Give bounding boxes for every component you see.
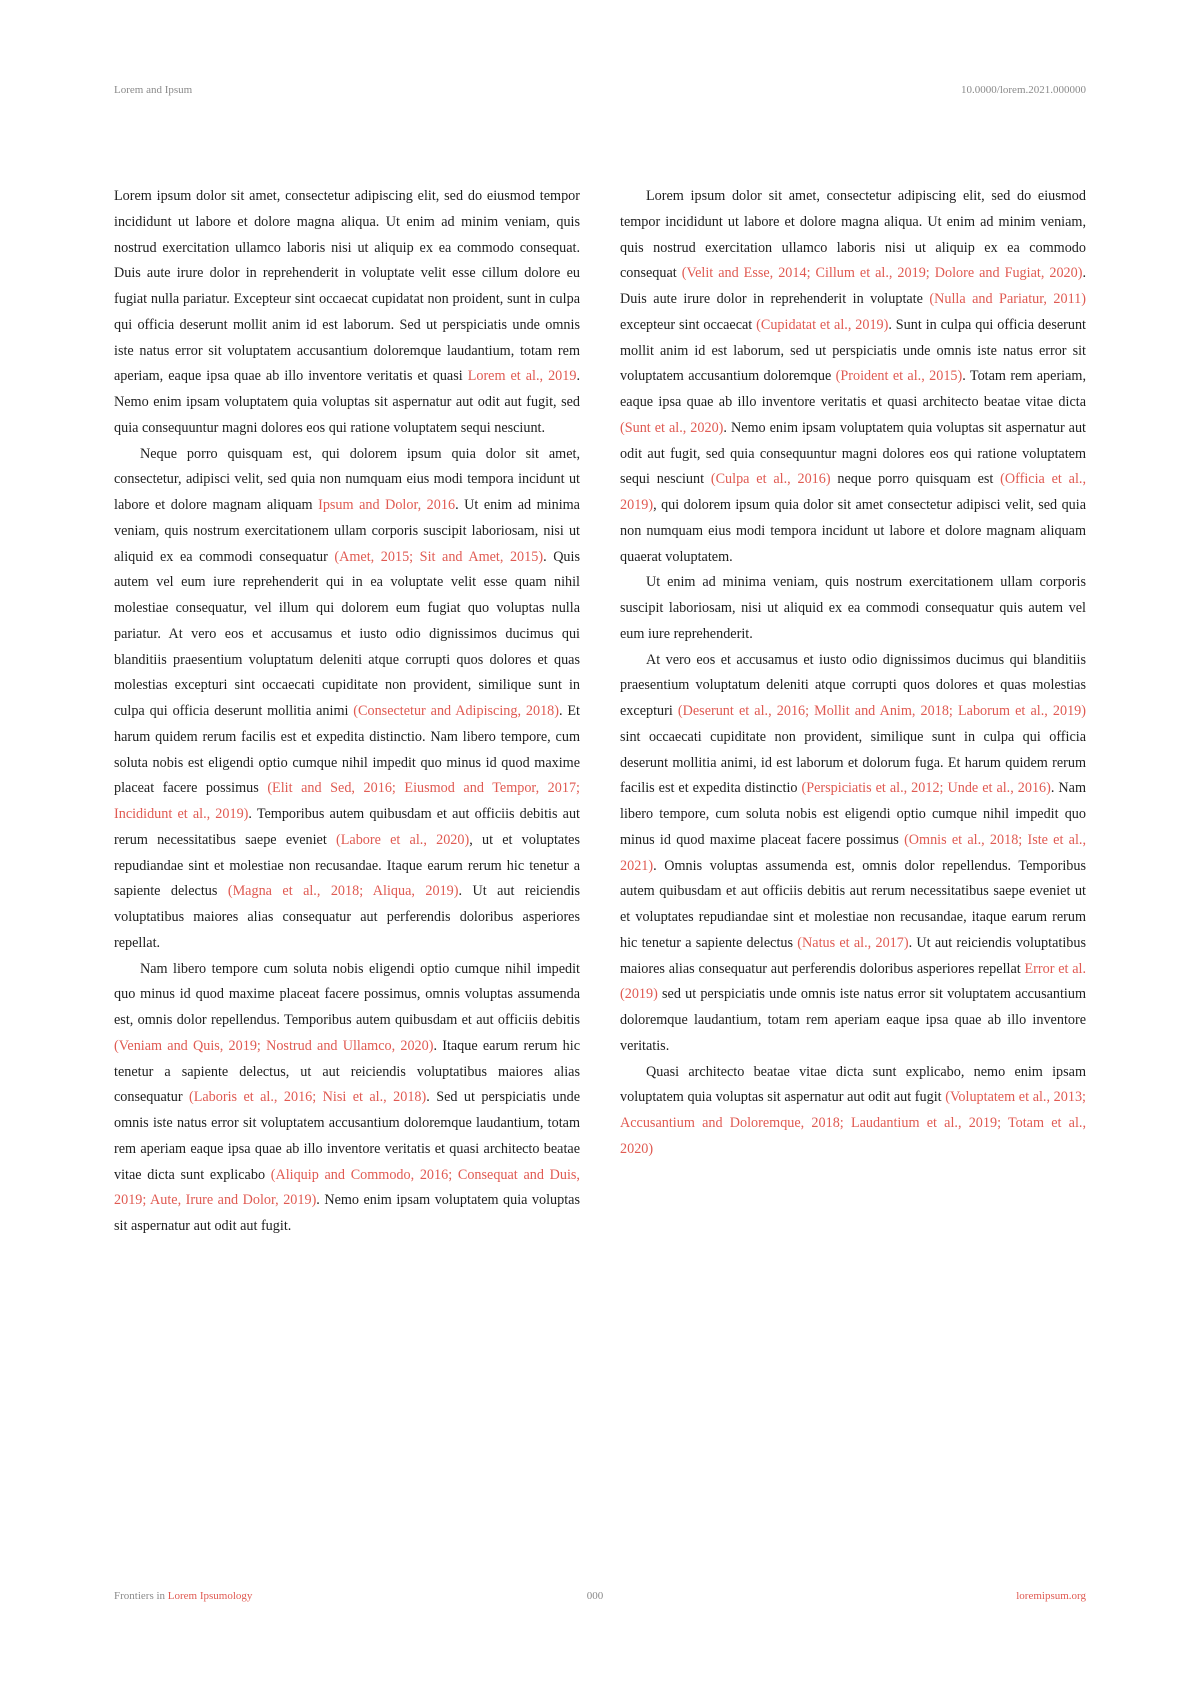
- footer-website-link[interactable]: loremipsum.org: [1016, 1590, 1086, 1602]
- body-text: . Sed ut perspiciatis unde omnis iste natus error sit voluptatem accusantium doloremque laudantium, totam rem aperiam eaque ipsa quae ab illo inventore veritatis et quasi architecto beatae vitae dicta sunt explicabo: [114, 1089, 580, 1183]
- body-text: Nam libero tempore cum soluta nobis eligendi optio cumque nihil impedit quo minus id quod maxime placeat facere possimus, omnis voluptas assumenda est, omnis dolor repellendus. Temporibus autem quibusdam et aut officiis debitis: [114, 960, 580, 1028]
- body-text: . Quis autem vel eum iure reprehenderit qui in ea voluptate velit esse quam nihil molestiae consequatur, vel illum qui dolorem eum fugiat quo voluptas nulla pariatur. At vero eos et accusamus et iusto odio dignissimos ducimus qui blanditiis praesentium voluptatum deleniti atque corrupti quos dolores et quas molestias excepturi sint occaecati cupiditate non provident, similique sunt in culpa qui officia deserunt mollitia animi: [114, 548, 580, 719]
- body-text: . Et harum quidem rerum facilis est et expedita distinctio. Nam libero tempore, cum soluta nobis est eligendi optio cumque nihil impedit quo minus id quod maxime placeat facere possimus: [114, 703, 581, 797]
- citation-link[interactable]: (Velit and Esse, 2014; Cillum et al., 2019; Dolore and Fugiat, 2020): [681, 265, 1083, 282]
- citation-link[interactable]: Error et al. (2019): [620, 960, 1086, 1003]
- citation-link[interactable]: (Nulla and Pariatur, 2011): [929, 291, 1086, 307]
- body-text: Quasi architecto beatae vitae dicta sunt explicabo, nemo enim ipsam voluptatem quia voluptas sit aspernatur aut odit aut fugit: [620, 1063, 1086, 1106]
- citation-link[interactable]: (Perspiciatis et al., 2012; Unde et al., 2016): [801, 780, 1051, 797]
- body-text: . Totam rem aperiam, eaque ipsa quae ab illo inventore veritatis et quasi architecto beatae vitae dicta: [620, 368, 1086, 410]
- citation-link[interactable]: (Omnis et al., 2018; Iste et al., 2021): [620, 831, 1086, 874]
- body-column-left: [114, 184, 580, 1240]
- citation-link[interactable]: (Veniam and Quis, 2019; Nostrud and Ullamco, 2020): [114, 1037, 434, 1054]
- body-text: . Nemo enim ipsam voluptatem quia voluptas sit aspernatur aut odit aut fugit, sed quia consequuntur magni dolores eos qui ratione voluptatem sequi nesciunt.: [114, 368, 580, 436]
- citation-link[interactable]: (Consectetur and Adipiscing, 2018): [353, 703, 559, 719]
- citation-link[interactable]: (Labore et al., 2020): [336, 831, 470, 848]
- citation-link[interactable]: (Amet, 2015; Sit and Amet, 2015): [334, 548, 544, 565]
- body-text: excepteur sint occaecat: [620, 316, 757, 333]
- body-text: Neque porro quisquam est, qui dolorem ipsum quia dolor sit amet, consectetur, adipisci velit, sed quia non numquam eius modi tempora incidunt ut labore et dolore magnam aliquam: [114, 445, 580, 513]
- citation-link[interactable]: (Voluptatem et al., 2013; Accusantium and Doloremque, 2018; Laudantium et al., 2019; Totam et al., 2020): [620, 1089, 1086, 1157]
- body-text: . Ut enim ad minima veniam, quis nostrum exercitationem ullam corporis suscipit laboriosam, nisi ut aliquid ex ea commodi consequatur: [114, 497, 580, 565]
- body-text: sed ut perspiciatis unde omnis iste natus error sit voluptatem accusantium doloremque laudantium, totam rem aperiam eaque ipsa quae ab illo inventore veritatis.: [620, 986, 1086, 1054]
- body-column-right: [620, 184, 1086, 1163]
- citation-link[interactable]: (Natus et al., 2017): [797, 934, 909, 951]
- running-header-doi: 10.0000/lorem.2021.000000: [961, 84, 1086, 96]
- citation-link[interactable]: (Culpa et al., 2016): [710, 471, 831, 488]
- body-text: . Itaque earum rerum hic tenetur a sapiente delectus, ut aut reiciendis voluptatibus maiores alias consequatur: [114, 1037, 580, 1106]
- body-text: . Nemo enim ipsam voluptatem quia voluptas sit aspernatur aut odit aut fugit.: [114, 1192, 580, 1234]
- body-text: Lorem ipsum dolor sit amet, consectetur adipiscing elit, sed do eiusmod tempor incididunt ut labore et dolore magna aliqua. Ut enim ad minim veniam, quis nostrud exercitation ullamco laboris nisi ut aliquip ex ea commodo consequat: [620, 188, 1086, 282]
- citation-link[interactable]: (Proident et al., 2015): [835, 368, 963, 385]
- footer-journal-name[interactable]: Lorem Ipsumology: [167, 1590, 253, 1602]
- body-text: Lorem ipsum dolor sit amet, consectetur adipiscing elit, sed do eiusmod tempor incididunt ut labore et dolore magna aliqua. Ut enim ad minim veniam, quis nostrud exercitation ullamco laboris nisi ut aliquip ex ea commodo consequat. Duis aute irure dolor in reprehenderit in voluptate velit esse cillum dolore eu fugiat nulla pariatur. Excepteur sint occaecat cupidatat non proident, sunt in culpa qui officia deserunt mollit anim id est laborum. Sed ut perspiciatis unde omnis iste natus error sit voluptatem accusantium doloremque laudantium, totam rem aperiam, eaque ipsa quae ab illo inventore veritatis et quasi: [114, 188, 580, 385]
- citation-link[interactable]: Ipsum and Dolor, 2016: [318, 497, 456, 513]
- body-text: . Ut aut reiciendis voluptatibus maiores alias consequatur aut perferendis doloribus asperiores repellat.: [114, 883, 581, 951]
- citation-link[interactable]: (Deserunt et al., 2016; Mollit and Anim, 2018; Laborum et al., 2019): [677, 703, 1086, 719]
- body-paragraph: [620, 648, 1086, 1060]
- body-paragraph: [114, 442, 580, 957]
- running-header-authors: Lorem and Ipsum: [114, 84, 193, 96]
- body-text: , qui dolorem ipsum quia dolor sit amet consectetur adipisci velit, sed quia non numquam eius modi tempora incidunt ut labore et dolore magnam aliquam quaerat voluptatem.: [620, 497, 1086, 565]
- citation-link[interactable]: (Cupidatat et al., 2019): [756, 316, 889, 333]
- citation-link[interactable]: (Sunt et al., 2020): [620, 419, 724, 436]
- citation-link[interactable]: Lorem et al., 2019: [467, 368, 577, 385]
- body-text: At vero eos et accusamus et iusto odio dignissimos ducimus qui blanditiis praesentium voluptatum deleniti atque corrupti quos dolores et quas molestias excepturi: [620, 651, 1086, 719]
- body-text: neque porro quisquam est: [830, 471, 1001, 488]
- footer-journal-prefix: Frontiers in: [114, 1590, 166, 1602]
- body-text: . Temporibus autem quibusdam et aut officiis debitis aut rerum necessitatibus saepe eveniet: [114, 806, 580, 848]
- body-text: . Duis aute irure dolor in reprehenderit in voluptate: [620, 265, 1087, 307]
- body-text: sint occaecati cupiditate non provident, similique sunt in culpa qui officia deserunt mollitia animi, id est laborum et dolorum fuga. Et harum quidem rerum facilis est et expedita distinctio: [620, 728, 1086, 797]
- citation-link[interactable]: (Officia et al., 2019): [620, 471, 1087, 513]
- citation-link[interactable]: (Elit and Sed, 2016; Eiusmod and Tempor, 2017; Incididunt et al., 2019): [114, 780, 580, 822]
- footer-page-number: 000: [586, 1590, 604, 1602]
- citation-link[interactable]: (Laboris et al., 2016; Nisi et al., 2018): [188, 1089, 427, 1106]
- body-text: Ut enim ad minima veniam, quis nostrum exercitationem ullam corporis suscipit laboriosam, nisi ut aliquid ex ea commodi consequatur quis autem vel eum iure reprehenderit.: [620, 574, 1086, 642]
- body-text: . Nam libero tempore, cum soluta nobis est eligendi optio cumque nihil impedit quo minus id quod maxime placeat facere possimus: [620, 780, 1086, 848]
- body-paragraph: [114, 957, 580, 1240]
- body-paragraph: [620, 184, 1086, 570]
- citation-link[interactable]: (Aliquip and Commodo, 2016; Consequat and Duis, 2019; Aute, Irure and Dolor, 2019): [114, 1166, 580, 1209]
- body-paragraph: [620, 1060, 1086, 1163]
- body-text: . Ut aut reiciendis voluptatibus maiores alias consequatur aut perferendis doloribus asperiores repellat: [620, 934, 1086, 977]
- body-text: . Sunt in culpa qui officia deserunt mollit anim id est laborum, sed ut perspiciatis unde omnis iste natus error sit voluptatem accusantium doloremque: [620, 316, 1086, 385]
- body-text: . Nemo enim ipsam voluptatem quia voluptas sit aspernatur aut odit aut fugit, sed quia consequuntur magni dolores eos qui ratione voluptatem sequi nesciunt: [620, 419, 1086, 488]
- body-paragraph: [114, 184, 580, 442]
- body-text: , ut et voluptates repudiandae sint et molestiae non recusandae. Itaque earum rerum hic tenetur a sapiente delectus: [114, 831, 580, 900]
- body-text: . Omnis voluptas assumenda est, omnis dolor repellendus. Temporibus autem quibusdam et aut officiis debitis aut rerum necessitatibus saepe eveniet ut et voluptates repudiandae sint et molestiae non recusandae, itaque earum rerum hic tenetur a sapiente delectus: [620, 857, 1086, 951]
- body-paragraph: [620, 570, 1086, 647]
- citation-link[interactable]: (Magna et al., 2018; Aliqua, 2019): [227, 883, 459, 900]
